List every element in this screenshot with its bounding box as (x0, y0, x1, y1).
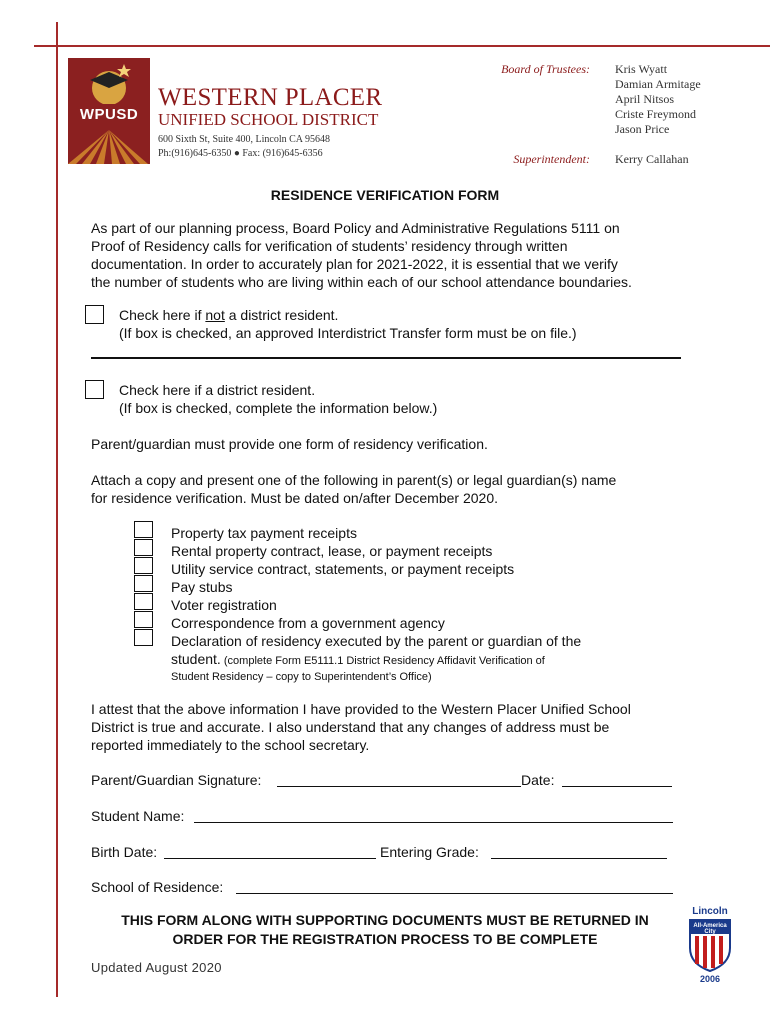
logo-text: WPUSD (79, 106, 139, 123)
birth-date-field[interactable] (164, 843, 376, 859)
footer-notice-line2: ORDER FOR THE REGISTRATION PROCESS TO BE COMPLETE (172, 931, 598, 947)
attach-paragraph (91, 471, 691, 507)
district-phone-fax: Ph:(916)645-6350 ● Fax: (916)645-6356 (158, 148, 323, 159)
not-resident-text-end: a district resident. (224, 307, 339, 323)
not-resident-checkbox[interactable] (85, 305, 104, 324)
option-label: Pay stubs (171, 579, 233, 595)
signature-label: Parent/Guardian Signature: (91, 772, 262, 788)
option-label-continued (171, 650, 581, 670)
intro-line: documentation. In order to accurately plan for 2021-2022, it is essential that we verify (91, 256, 618, 272)
option-checkbox-utility[interactable] (134, 557, 153, 574)
resident-note: (If box is checked, complete the information below.) (119, 400, 438, 416)
resident-text: Check here if a district resident. (119, 382, 316, 398)
intro-line: Proof of Residency calls for verification of students’ residency through written (91, 238, 568, 254)
parent-must-text: Parent/guardian must provide one form of residency verification. (91, 436, 488, 452)
option-note-line2: Student Residency – copy to Superintendent’s Office) (171, 671, 432, 683)
birth-date-label: Birth Date: (91, 844, 158, 860)
option-note: (complete Form E5111.1 District Residency Affidavit Verification of (220, 655, 545, 667)
date-field[interactable] (562, 771, 672, 787)
board-member: April Nitsos (615, 92, 675, 106)
option-list (171, 524, 581, 685)
option-cont-text: student. (171, 651, 221, 667)
entering-grade-label: Entering Grade: (380, 844, 479, 860)
option-checkbox-rental[interactable] (134, 539, 153, 556)
student-name-label: Student Name: (91, 808, 185, 824)
school-field[interactable] (236, 878, 673, 894)
option-label: Voter registration (171, 597, 277, 613)
student-name-field[interactable] (194, 807, 673, 823)
board-members (615, 62, 701, 137)
intro-paragraph (91, 219, 691, 291)
school-label: School of Residence: (91, 879, 224, 895)
resident-checkbox[interactable] (85, 380, 104, 399)
date-label: Date: (521, 772, 555, 788)
district-name: WESTERN PLACER (158, 84, 383, 111)
attest-line: District is true and accurate. I also understand that any changes of address must be (91, 719, 610, 735)
signature-field[interactable] (277, 771, 521, 787)
board-member: Criste Freymond (615, 107, 696, 121)
not-resident-label (119, 306, 719, 342)
not-resident-note: (If box is checked, an approved Interdistrict Transfer form must be on file.) (119, 325, 577, 341)
margin-rule (56, 22, 58, 997)
resident-label (119, 381, 719, 417)
district-address: 600 Sixth St, Suite 400, Lincoln CA 95648 (158, 134, 330, 145)
district-logo (68, 58, 150, 164)
footer-notice-line1: THIS FORM ALONG WITH SUPPORTING DOCUMENTS MUST BE RETURNED IN (121, 912, 649, 928)
intro-line: As part of our planning process, Board Policy and Administrative Regulations 5111 on (91, 220, 620, 236)
form-title: RESIDENCE VERIFICATION FORM (270, 187, 500, 203)
attach-line: Attach a copy and present one of the following in parent(s) or legal guardian(s) name (91, 472, 617, 488)
attest-paragraph (91, 700, 691, 754)
section-divider (91, 357, 681, 359)
option-label: Utility service contract, statements, or payment receipts (171, 561, 515, 577)
badge-top-text: Lincoln (692, 906, 728, 917)
option-checkbox-declaration[interactable] (134, 629, 153, 646)
option-label: Declaration of residency executed by the parent or guardian of the (171, 633, 582, 649)
attest-line: reported immediately to the school secretary. (91, 737, 370, 753)
updated-date: Updated August 2020 (91, 960, 222, 975)
board-member: Damian Armitage (615, 77, 701, 91)
option-checkbox-pay-stubs[interactable] (134, 575, 153, 592)
board-member: Kris Wyatt (615, 62, 668, 76)
option-checkbox-correspondence[interactable] (134, 611, 153, 628)
option-checkbox-property-tax[interactable] (134, 521, 153, 538)
district-subtitle: UNIFIED SCHOOL DISTRICT (158, 110, 379, 129)
badge-middle-text: All-America City (693, 923, 727, 935)
entering-grade-field[interactable] (491, 843, 667, 859)
superintendent-name: Kerry Callahan (615, 152, 689, 166)
attest-line: I attest that the above information I have provided to the Western Placer Unified School (91, 701, 631, 717)
board-member: Jason Price (615, 122, 670, 136)
not-resident-emphasis: not (205, 307, 225, 323)
badge-year: 2006 (699, 974, 721, 984)
option-checkbox-voter[interactable] (134, 593, 153, 610)
attach-line: for residence verification. Must be dated on/after December 2020. (91, 490, 498, 506)
board-label: Board of Trustees: (501, 62, 590, 76)
option-label: Property tax payment receipts (171, 525, 357, 541)
header-rule (34, 45, 770, 47)
option-label: Correspondence from a government agency (171, 615, 445, 631)
superintendent-label: Superintendent: (513, 152, 590, 166)
not-resident-text: Check here if (119, 307, 206, 323)
intro-line: the number of students who are living within each of our school attendance boundaries. (91, 274, 632, 290)
option-label: Rental property contract, lease, or payment receipts (171, 543, 493, 559)
all-america-city-badge (688, 906, 732, 986)
